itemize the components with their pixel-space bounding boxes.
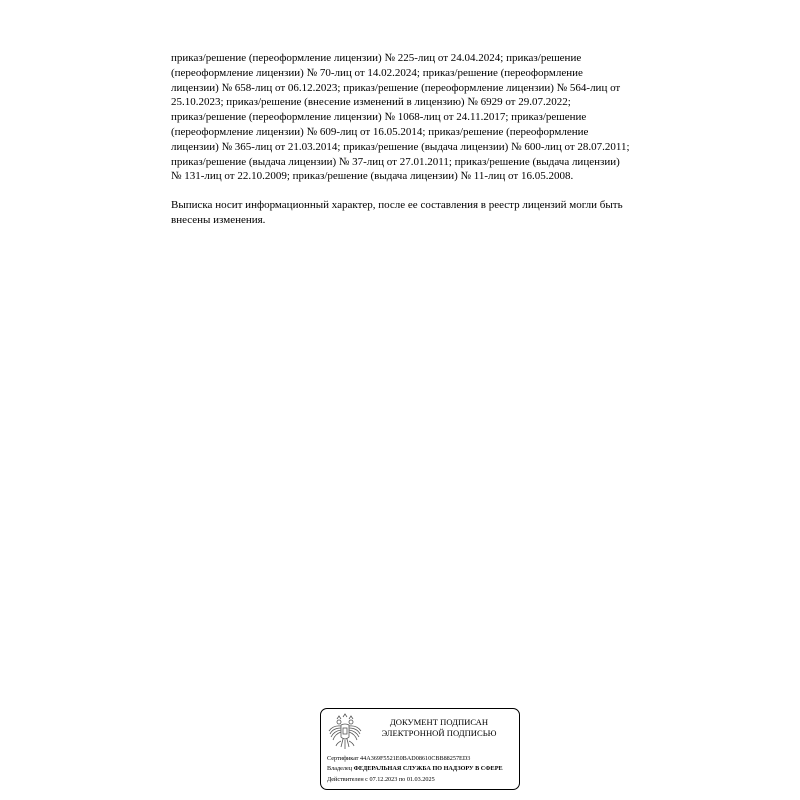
paragraph-license-orders	[171, 51, 671, 184]
text-line: Выписка носит информационный характер, после ее составления в реестр лицензий могли быть	[171, 199, 623, 212]
text-line: 25.10.2023; приказ/решение (внесение изменений в лицензию) № 6929 от 29.07.2022;	[171, 96, 571, 109]
owner-value: ФЕДЕРАЛЬНАЯ СЛУЖБА ПО НАДЗОРУ В СФЕРЕ	[353, 765, 503, 773]
certificate-label: Сертификат	[327, 755, 359, 762]
text-line: № 131-лиц от 22.10.2009; приказ/решение (выдача лицензии) № 11-лиц от 16.05.2008.	[171, 170, 574, 183]
certificate-value: 44A369F5521E0BAD08610CBB88257ED3	[360, 755, 471, 762]
double-headed-eagle-emblem-icon	[327, 713, 363, 753]
text-line: приказ/решение (переоформление лицензии) № 1068-лиц от 24.11.2017; приказ/решение	[171, 111, 587, 124]
text-line: приказ/решение (выдача лицензии) № 37-лиц от 27.01.2011; приказ/решение (выдача лицензии)	[171, 155, 620, 168]
validity-row: Действителен с 07.12.2023 по 01.03.2025	[327, 775, 435, 783]
text-line: лицензии) № 365-лиц от 21.03.2014; приказ/решение (выдача лицензии) № 600-лиц от 28.07.2011;	[171, 140, 630, 153]
paragraph-disclaimer	[171, 198, 671, 228]
owner-row	[327, 764, 520, 774]
text-line: внесены изменения.	[171, 213, 266, 226]
text-line: (переоформление лицензии) № 609-лиц от 16.05.2014; приказ/решение (переоформление	[171, 125, 589, 138]
certificate-row	[327, 754, 520, 764]
stamp-heading-line: ДОКУМЕНТ ПОДПИСАН	[389, 717, 489, 727]
electronic-signature-stamp	[320, 708, 520, 790]
stamp-heading-line: ЭЛЕКТРОННОЙ ПОДПИСЬЮ	[381, 727, 497, 738]
text-line: приказ/решение (переоформление лицензии) № 225-лиц от 24.04.2024; приказ/решение	[171, 52, 582, 64]
stamp-details	[327, 754, 520, 785]
owner-label: Владелец	[327, 765, 353, 773]
stamp-heading	[365, 717, 513, 738]
document-text	[171, 51, 671, 228]
text-line: (переоформление лицензии) № 70-лиц от 14.02.2024; приказ/решение (переоформление	[171, 66, 583, 79]
text-line: лицензии) № 658-лиц от 06.12.2023; приказ/решение (переоформление лицензии) № 564-лиц от	[171, 81, 621, 94]
paragraph-gap	[171, 184, 671, 198]
